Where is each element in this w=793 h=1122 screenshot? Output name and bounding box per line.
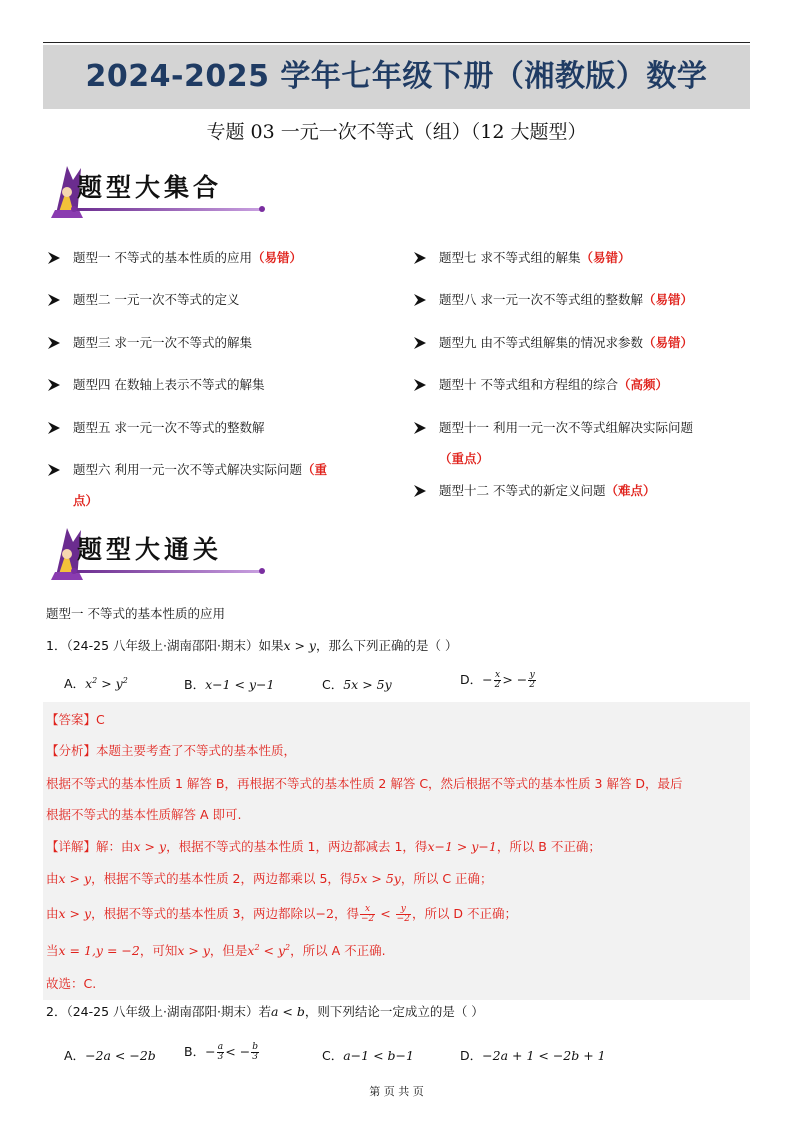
question-text: 2．（24-25 八年级上·湖南邵阳·期末）若 [46,1004,271,1019]
toc-label: 题型六 利用一元一次不等式解决实际问题 [73,462,302,477]
option-c[interactable] [322,675,392,693]
toc-item-cont [439,449,489,469]
arrow-bullet-icon [47,375,61,395]
math-expr: − $\frac{x}{2}$ > − $\frac{y}{2}$ [482,670,536,690]
analysis-line [46,741,296,759]
arrow-bullet-icon [47,248,61,268]
toc-label: 题型八 求一元一次不等式组的整数解 [439,292,643,307]
arrow-bullet-icon [47,418,61,438]
toc-label: 题型一 不等式的基本性质的应用 [73,250,252,265]
toc-tag: （易错） [251,250,302,265]
option-label: A． [64,676,86,691]
option-a[interactable] [64,1046,156,1064]
math-expr: 5x > 5y [343,677,392,692]
toc-item-cont [73,491,98,511]
detail-text: 由 [46,871,59,886]
option-label: D． [460,1048,483,1063]
math-fraction: $\frac{x}{-2}$ [360,904,375,924]
conclusion-line: 故选：C. [46,976,97,991]
option-label: D． [460,672,483,687]
detail-line [46,869,493,887]
detail-text: 当 [46,943,59,958]
detail-line [46,904,517,924]
banner-dot [71,568,77,574]
math-expr: −2a < −2b [85,1048,156,1063]
analysis-line: 根据不等式的基本性质解答 A 即可. [46,807,242,822]
detail-text: ，可知 [139,943,178,958]
detail-text: 由 [46,906,59,921]
detail-text: ，但是 [209,943,248,958]
analysis-text: 本题主要考查了不等式的基本性质， [96,743,297,758]
math-expr: $x^2 < y^2$ [247,942,291,958]
detail-text: ，所以 D 不正确； [411,906,518,921]
toc-label: 题型二 一元一次不等式的定义 [73,292,240,307]
toc-tag: （易错） [642,335,693,350]
question-2 [46,1002,484,1020]
question-1 [46,636,457,654]
toc-tag: （易错） [580,250,631,265]
option-b[interactable] [184,1042,260,1062]
analysis-line: 根据不等式的基本性质 1 解答 B，再根据不等式的基本性质 2 解答 C，然后根据不等式的基本性质 3 解答 D，最后 [46,776,683,791]
page-title: 2024-2025 学年七年级下册（湘教版）数学 [85,59,708,94]
detail-text: ，根据不等式的基本性质 3，两边都除以 [91,906,316,921]
analysis-tag: 【分析】 [46,743,97,758]
arrow-bullet-icon [413,418,427,438]
option-label: B． [184,1044,206,1059]
detail-line [46,941,386,959]
banner-dot [71,206,77,212]
toc-label: 题型九 由不等式组解集的情况求参数 [439,335,643,350]
banner-underline [73,570,263,573]
math-expr: < [376,906,395,921]
detail-text: ，根据不等式的基本性质 2，两边都乘以 5，得 [91,871,353,886]
option-b[interactable] [184,675,274,693]
page-footer: 第 页 共 页 [369,1085,424,1098]
arrow-bullet-icon [47,333,61,353]
toc-label: 题型四 在数轴上表示不等式的解集 [73,377,265,392]
answer-value: C [96,712,105,727]
toc-label: 题型五 求一元一次不等式的整数解 [73,420,265,435]
arrow-bullet-icon [413,375,427,395]
math-expr: x > y [283,638,316,653]
option-d[interactable] [460,670,537,690]
toc-label: 题型十 不等式组和方程组的综合 [439,377,618,392]
math-expr: x > y [58,871,92,886]
banner-collection [47,158,267,224]
option-label: C． [322,677,344,692]
toc-tag: （重点） [439,451,490,466]
toc-tag: （高频） [617,377,668,392]
toc-label: 题型三 求一元一次不等式的解集 [73,335,252,350]
answer-line [46,710,105,728]
option-label: B． [184,677,206,692]
toc-tag: （难点） [605,483,656,498]
math-expr: x > y [133,839,167,854]
detail-text: ，所以 B 不正确； [496,839,601,854]
math-expr: x−1 > y−1 [427,839,497,854]
question-text: 1．（24-25 八年级上·湖南邵阳·期末）如果 [46,638,284,653]
math-expr: −2 [315,906,334,921]
question-text: ，那么下列正确的是（ ） [316,638,458,653]
option-d[interactable] [460,1046,606,1064]
option-c[interactable] [322,1046,414,1064]
banner-underline [73,208,263,211]
detail-text: ，所以 C 正确； [400,871,493,886]
arrow-bullet-icon [413,481,427,501]
answer-tag: 【答案】 [46,712,97,727]
detail-line [46,837,601,855]
arrow-bullet-icon [413,248,427,268]
math-expr: −2a + 1 < −2b + 1 [482,1048,606,1063]
toc-tag: 点） [73,493,99,508]
math-expr: a−1 < b−1 [343,1048,414,1063]
option-label: A． [64,1048,86,1063]
arrow-bullet-icon [413,333,427,353]
math-expr: x−1 < y−1 [205,677,275,692]
toc-label: 题型七 求不等式组的解集 [439,250,581,265]
arrow-bullet-icon [413,290,427,310]
question-text: ，则下列结论一定成立的是（ ） [304,1004,484,1019]
toc-tag: （易错） [642,292,693,307]
toc-label: 题型十一 利用一元一次不等式组解决实际问题 [439,420,693,435]
toc-tag: （重 [301,462,327,477]
banner-breakthrough [47,520,267,586]
detail-text: ，所以 A 不正确. [290,943,386,958]
banner-dot [259,568,265,574]
math-expr: 5x > 5y [352,871,401,886]
banner-title: 题型大通关 [77,535,223,564]
toc-label: 题型十二 不等式的新定义问题 [439,483,606,498]
detail-text: 解：由 [96,839,134,854]
arrow-bullet-icon [47,460,61,480]
math-expr: $x^2 > y^2$ [85,675,128,691]
detail-tag: 【详解】 [46,839,97,854]
detail-text: ，得 [333,906,359,921]
banner-title: 题型大集合 [77,173,223,202]
math-expr: x > y [177,943,210,958]
arrow-bullet-icon [47,290,61,310]
math-fraction: $\frac{y}{-2}$ [396,904,410,924]
option-a[interactable] [64,674,128,692]
top-rule [43,42,750,43]
section-heading: 题型一 不等式的基本性质的应用 [46,606,225,621]
page-subtitle: 专题 03 一元一次不等式（组）（12 大题型） [206,121,587,143]
option-label: C． [322,1048,344,1063]
math-expr: x > y [58,906,92,921]
math-expr: − $\frac{a}{3}$ < − $\frac{b}{3}$ [205,1042,258,1062]
math-expr: x = 1,y = −2 [58,943,140,958]
math-expr: a < b [270,1004,305,1019]
banner-dot [259,206,265,212]
detail-text: ，根据不等式的基本性质 1，两边都减去 1，得 [166,839,428,854]
